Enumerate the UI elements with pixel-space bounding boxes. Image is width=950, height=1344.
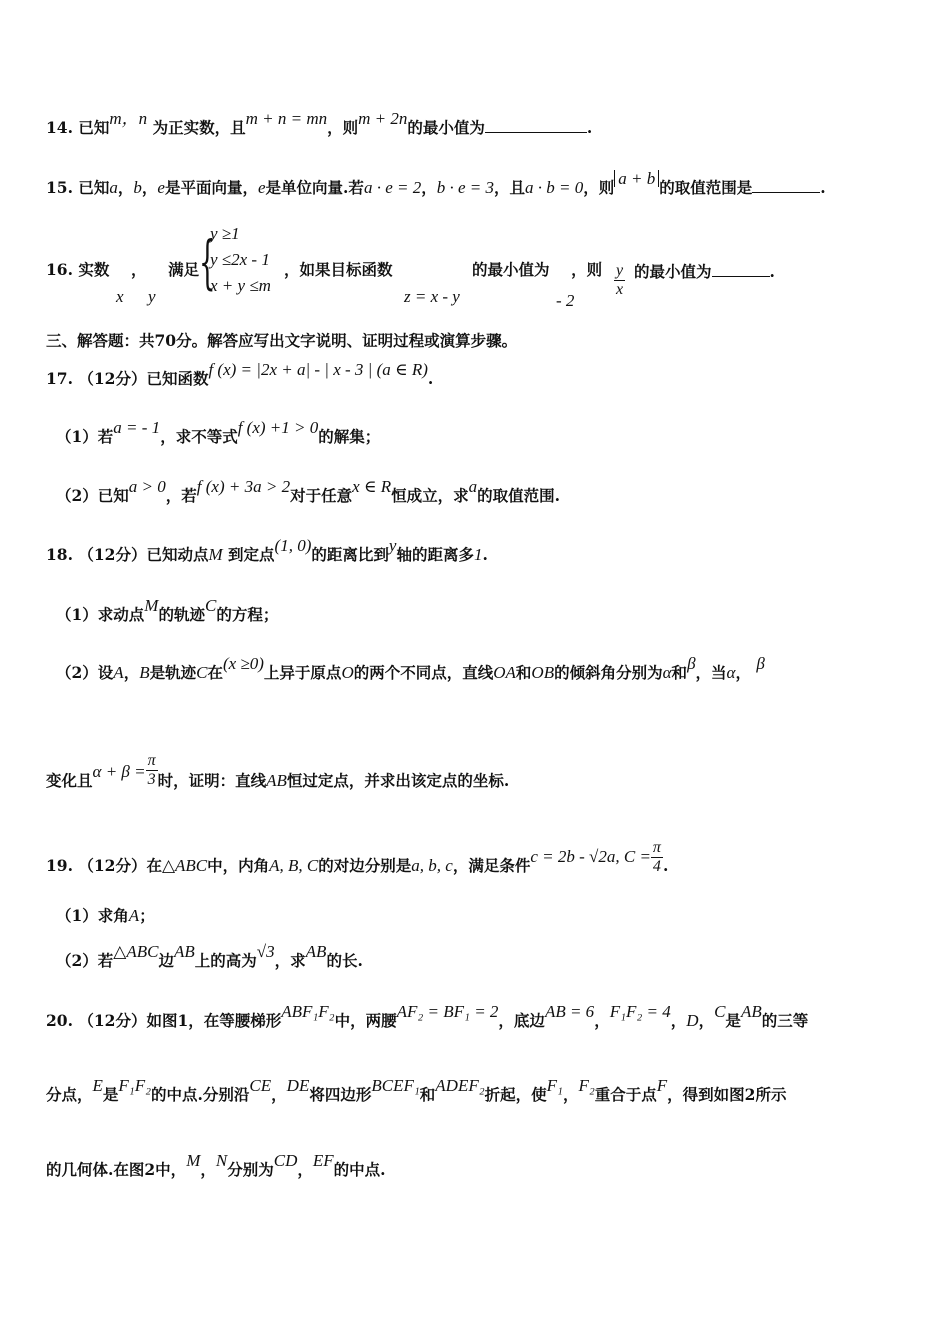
q14-vars: m，n — [109, 109, 148, 128]
q16-text-tail: ，如果目标函数 — [284, 260, 393, 279]
q16-text-min: 的最小值为 ，则 — [472, 260, 603, 279]
question-19: 19. （12分）在△ABC中，内角A, B, C的对边分别是a, b, c，满足条件c = 2b - √2a, C = $\frac{\pi}{4}$ . — [46, 839, 669, 876]
section-3-heading: 三、解答题：共70分。解答应写出文字说明、证明过程或演算步骤。 — [46, 331, 518, 350]
question-20: 20. （12分）如图1，在等腰梯形ABF₁F₂中，两腰AF₂ = BF₁ = 2，底边AB = 6，F₁F₂ = 4，D，C是AB的三等 — [46, 1002, 809, 1030]
q16-objective: z = x - y — [404, 287, 460, 306]
q16-system-brace: { — [199, 228, 216, 296]
q18-part-2: （2）设A，B是轨迹C在(x ≥0)上异于原点O的两个不同点，直线OA和OB的倾斜角分别为α和β，当α， β — [56, 654, 765, 682]
q20-line-2: 分点，E是F₁F₂的中点.分别沿CE，DE将四边形BCEF₁和ADEF₂折起，使F₁，F₂重合于点F，得到如图2所示 — [46, 1076, 787, 1104]
q19-part-1: （1）求角A； — [56, 906, 155, 925]
q19-part-2: （2）若△ABC边AB上的高为√3，求AB的长. — [56, 942, 363, 970]
q17-number: 17. — [46, 369, 73, 388]
q16-constraint-system: y ≥1 y ≤2x - 1 x + y ≤m — [210, 224, 271, 295]
q19-number: 19. — [46, 856, 73, 876]
question-16: 16. 实数 ， 满足 — [46, 260, 200, 279]
q20-number: 20. — [46, 1011, 73, 1030]
q16-min-value: - 2 — [556, 291, 575, 310]
q15-number: 15. — [46, 178, 73, 197]
q18-part-2-continued: 变化且α + β = $\frac{\pi}{3}$ 时，证明：直线AB恒过定点，并求出该定点的坐标. — [46, 752, 510, 791]
q15-answer-blank — [752, 178, 820, 193]
q15-abs-value: a + b — [614, 170, 659, 187]
q16-y: y — [148, 287, 156, 306]
question-17: 17. （12分）已知函数f (x) = |2x + a| - | x - 3 | (a ∈ R). — [46, 360, 434, 388]
q18-part-1: （1）求动点M的轨迹C的方程； — [56, 596, 279, 624]
q17-function: f (x) = |2x + a| - | x - 3 | (a ∈ R) — [208, 360, 428, 379]
q14-answer-blank — [485, 118, 587, 133]
q18-number: 18. — [46, 545, 73, 564]
q14-number: 14. — [46, 118, 73, 137]
question-15: 15. 已知a，b，e是平面向量，e是单位向量.若a · e = 2，b · e = 3，且a · b = 0，则 a + b 的取值范围是 . — [46, 169, 826, 197]
q16-number: 16. — [46, 260, 73, 279]
q16-answer-blank — [712, 262, 770, 277]
q14-condition: m + n = mn — [245, 109, 328, 128]
q16-text-end: 的最小值为 . — [634, 262, 775, 281]
question-18: 18. （12分）已知动点M 到定点(1, 0)的距离比到y轴的距离多1. — [46, 536, 488, 564]
q17-part-2: （2）已知a > 0，若f (x) + 3a > 2对于任意x ∈ R恒成立，求a的取值范围. — [56, 477, 561, 505]
question-14: 14. 已知m，n 为正实数，且m + n = mn，则m + 2n的最小值为 . — [46, 109, 593, 137]
q16-fraction: $\frac{y}{x}$ — [616, 262, 624, 298]
q20-line-3: 的几何体.在图2中，M，N分别为CD，EF的中点. — [46, 1151, 386, 1179]
q19-pi-over-4: $\frac{\pi}{4}$ — [652, 839, 661, 875]
q17-part-1: （1）若a = - 1，求不等式f (x) +1 > 0的解集； — [56, 418, 381, 446]
q14-expression: m + 2n — [358, 109, 408, 128]
q18-pi-over-3: $\frac{\pi}{3}$ — [147, 752, 156, 788]
q16-x: x — [116, 287, 124, 306]
